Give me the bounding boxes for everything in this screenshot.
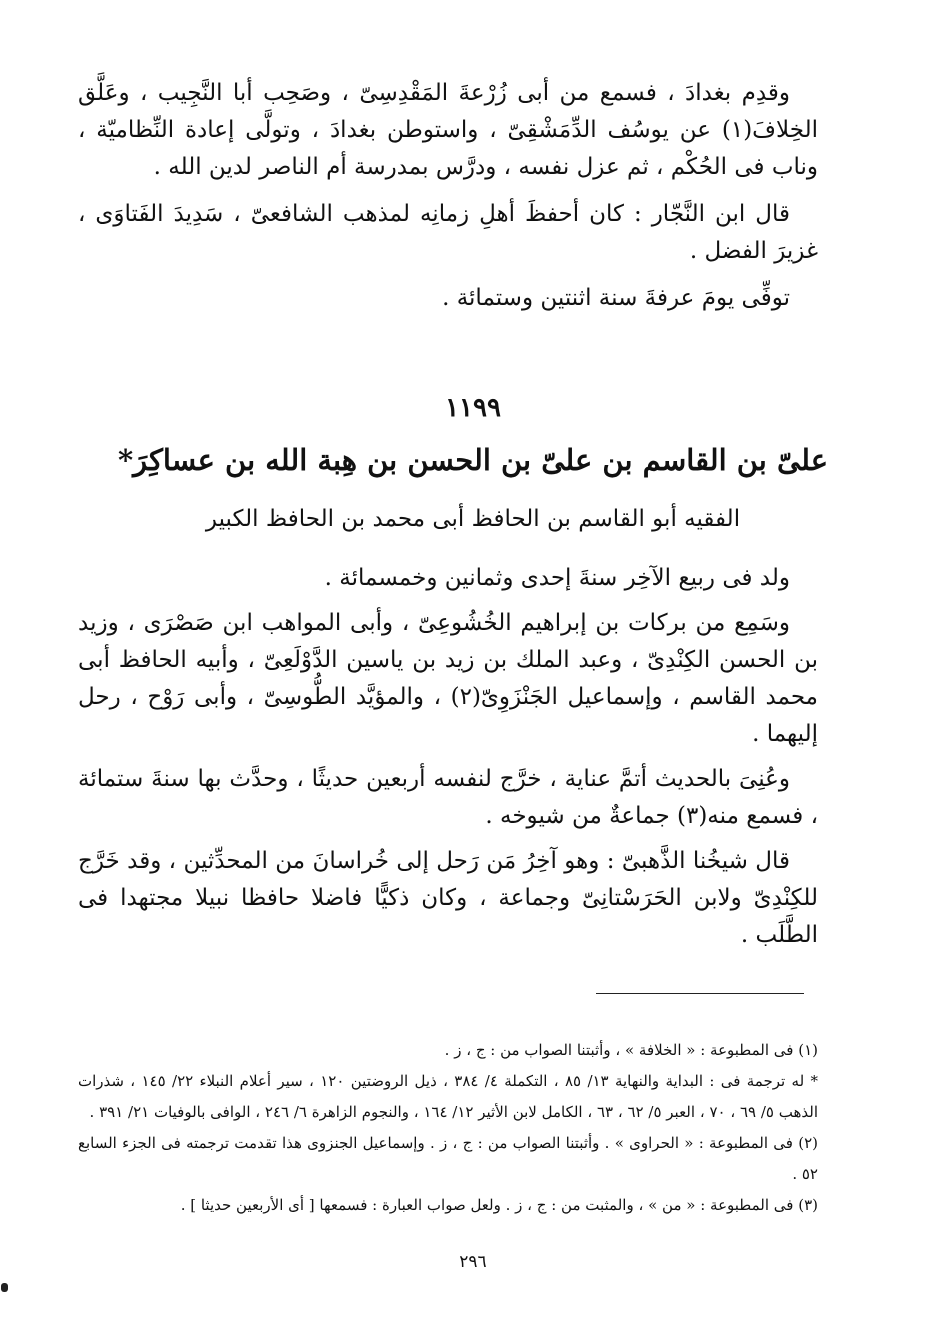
footnote: (٣) فى المطبوعة : « من » ، والمثبت من : ج ، ز . ولعل صواب العبارة : فسمعها [ أى الأربعين حديثا ] . (180, 1196, 818, 1214)
footnotes (78, 1035, 818, 1221)
body-paragraph: وعُنِىَ بالحديث أتمَّ عناية ، خرَّج لنفسه أربعين حديثًا ، وحدَّث بها سنةَ ستمائة ، فسمع منه(٣) جماعةٌ من شيوخه . (78, 766, 818, 829)
footnote: * له ترجمة فى : البداية والنهاية ١٣/ ٨٥ ، التكملة ٤/ ٣٨٤ ، ذيل الروضتين ١٢٠ ، سير أعلام النبلاء ٢٢/ ١٤٥ ، شذرات الذهب ٥/ ٦٩ ، ٧٠ ، العبر ٥/ ٦٢ ، ٦٣ ، الكامل لابن الأثير ١٢/ ١٦٤ ، والنجوم الزاهرة ٦/ ٢٤٦ ، الوافى بالوفيات ٢١/ ٣٩١ . (78, 1072, 818, 1121)
entry-subtitle: الفقيه أبو القاسم بن الحافظ أبى محمد بن الحافظ الكبير (205, 506, 741, 532)
footnote: (١) فى المطبوعة : « الخلافة » ، وأثبتنا الصواب من : ج ، ز . (444, 1041, 818, 1059)
entry-title: علىّ بن القاسم بن علىّ بن الحسن بن هِبة الله بن عساكِرَ* (117, 443, 829, 477)
body-paragraph: توفِّى يومَ عرفةَ سنة اثنتين وستمائة . (442, 285, 790, 311)
body-paragraph: قال شيخُنا الذَّهبىّ : وهو آخِرُ مَن رَحل إلى خُراسانَ من المحدِّثين ، وقد خَرَّج للكِنْدِىّ ولابن الحَرَسْتانِىّ وجماعة ، وكان ذكيًّا فاضلا حافظا نبيلا مجتهدا فى الطَّلَب . (78, 848, 818, 948)
body-paragraph: وقدِم بغدادَ ، فسمع من أبى زُرْعةَ المَقْدِسِىّ ، وصَحِب أبا النَّجِيب ، وعَلَّق الخِلافَ(١) عن يوسُف الدِّمَشْقِىّ ، واستوطن بغدادَ ، وتولَّى إعادة النِّظاميّة ، وناب فى الحُكْم ، ثم عزل نفسه ، ودرَّس بمدرسة أم الناصر لدين الله . (78, 80, 818, 180)
page-number: ٢٩٦ (459, 1252, 487, 1272)
scan-edge-mark (1, 1283, 8, 1292)
entry-body (78, 560, 818, 954)
previous-entry-continuation (78, 75, 818, 317)
footnote: (٢) فى المطبوعة : « الحراوى » . وأثبتنا الصواب من : ج ، ز . وإسماعيل الجنزوى هذا تقدمت ترجمته فى الجزء السابع ٥٢ . (78, 1134, 818, 1183)
body-paragraph: قال ابن النَّجّار : كان أحفظَ أهلِ زمانِه لمذهب الشافعىّ ، سَدِيدَ الفَتاوَى ، غزيرَ الفضل . (78, 201, 818, 264)
body-paragraph: ولد فى ربيع الآخِر سنةَ إحدى وثمانين وخمسمائة . (324, 565, 790, 591)
entry-number: ١١٩٩ (445, 393, 501, 423)
body-paragraph: وسَمِع من بركات بن إبراهيم الخُشُوعِىّ ، وأبى المواهب ابن صَصْرَى ، وزيد بن الحسن الكِنْدِىّ ، وعبد الملك بن زيد بن ياسين الدَّوْلَعِىّ ، وأبيه الحافظ أبى محمد القاسم ، وإسماعيل الجَنْزَوِىّ(٢) ، والمؤيَّد الطُّوسِىّ ، وأبى رَوْح ، رحل إليهما . (78, 610, 819, 747)
footnote-separator (596, 993, 804, 994)
